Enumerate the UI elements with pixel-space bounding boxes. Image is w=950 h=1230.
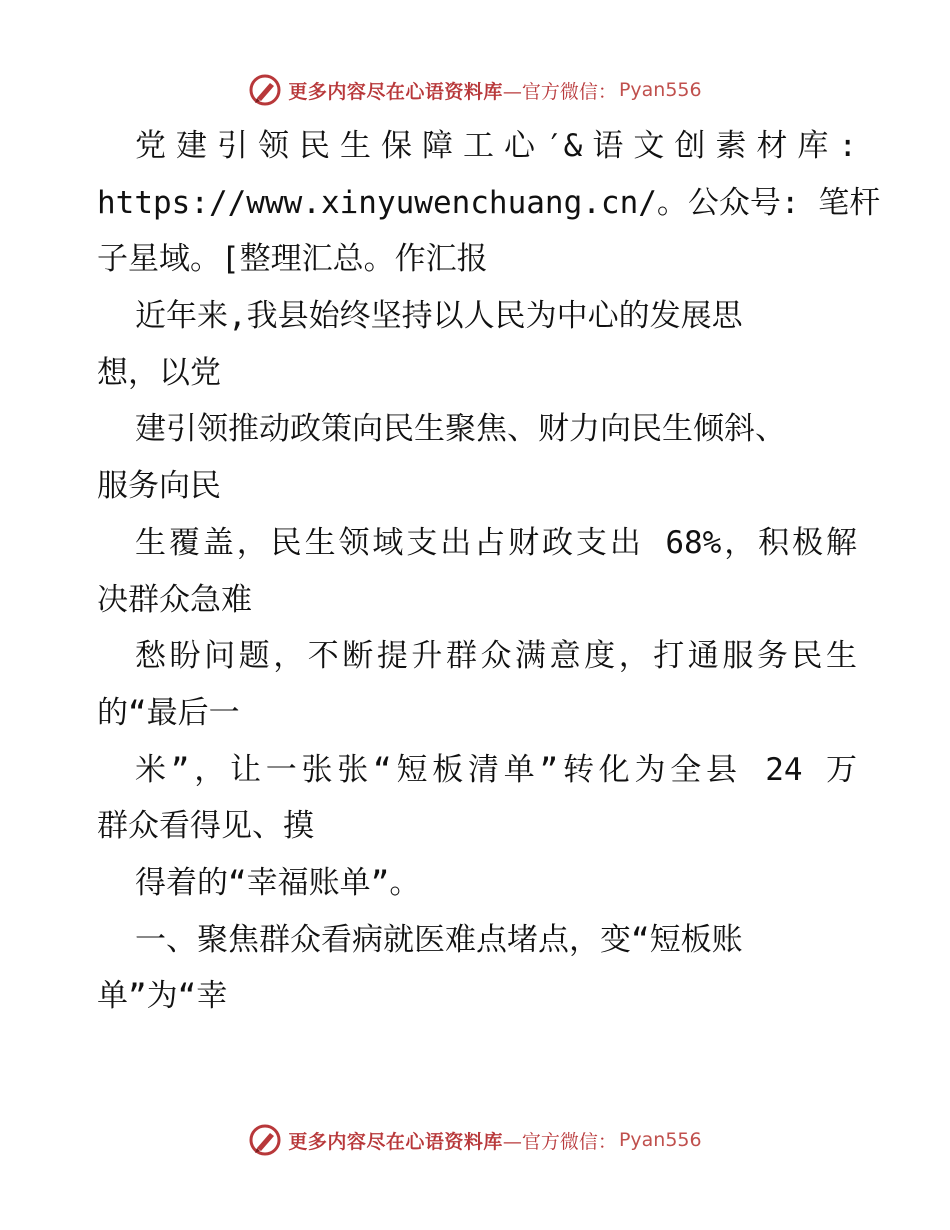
header-banner-separator: —官方微信： — [502, 80, 617, 103]
body-line: 愁盼问题，不断提升群众满意度，打通服务民生 — [135, 638, 857, 675]
body-line: 近年来,我县始终坚持以人民为中心的发展思 — [135, 298, 743, 335]
body-line: 决群众急难 — [97, 581, 252, 618]
footer-watermark-banner — [0, 1120, 950, 1160]
pen-logo-icon — [248, 73, 282, 107]
body-line: 单”为“幸 — [97, 978, 228, 1015]
header-watermark-banner — [0, 70, 950, 110]
document-body — [97, 118, 881, 1025]
footer-banner-wechat-id: Pyan556 — [618, 1129, 702, 1151]
body-line: 党建引领民生保障工心′&语文创素材库: — [135, 128, 857, 164]
body-line: 服务向民 — [97, 468, 221, 505]
body-line: 建引领推动政策向民生聚焦、财力向民生倾斜、 — [135, 411, 786, 448]
body-line: 得着的“幸福账单”。 — [135, 864, 421, 901]
body-line: 米”，让一张张“短板清单”转化为全县 24 万 — [135, 751, 857, 788]
header-banner-wechat-id: Pyan556 — [618, 79, 702, 101]
body-line: 子星域。[整理汇总。作汇报 — [97, 241, 488, 278]
footer-banner-text: 更多内容尽在心语资料库 — [288, 1130, 503, 1153]
header-banner-text: 更多内容尽在心语资料库 — [288, 80, 503, 103]
body-line: 群众看得见、摸 — [97, 808, 314, 845]
body-line: 生覆盖，民生领域支出占财政支出 68%，积极解 — [135, 524, 857, 561]
body-line: 想，以党 — [97, 354, 221, 391]
footer-banner-separator: —官方微信： — [502, 1130, 617, 1153]
body-line: 一、聚焦群众看病就医难点堵点，变“短板账 — [135, 921, 743, 958]
body-line: https://www.xinyuwenchuang.cn/。公众号: 笔杆 — [97, 184, 881, 221]
pen-logo-icon — [248, 1123, 282, 1157]
body-line: 的“最后一 — [97, 694, 240, 731]
